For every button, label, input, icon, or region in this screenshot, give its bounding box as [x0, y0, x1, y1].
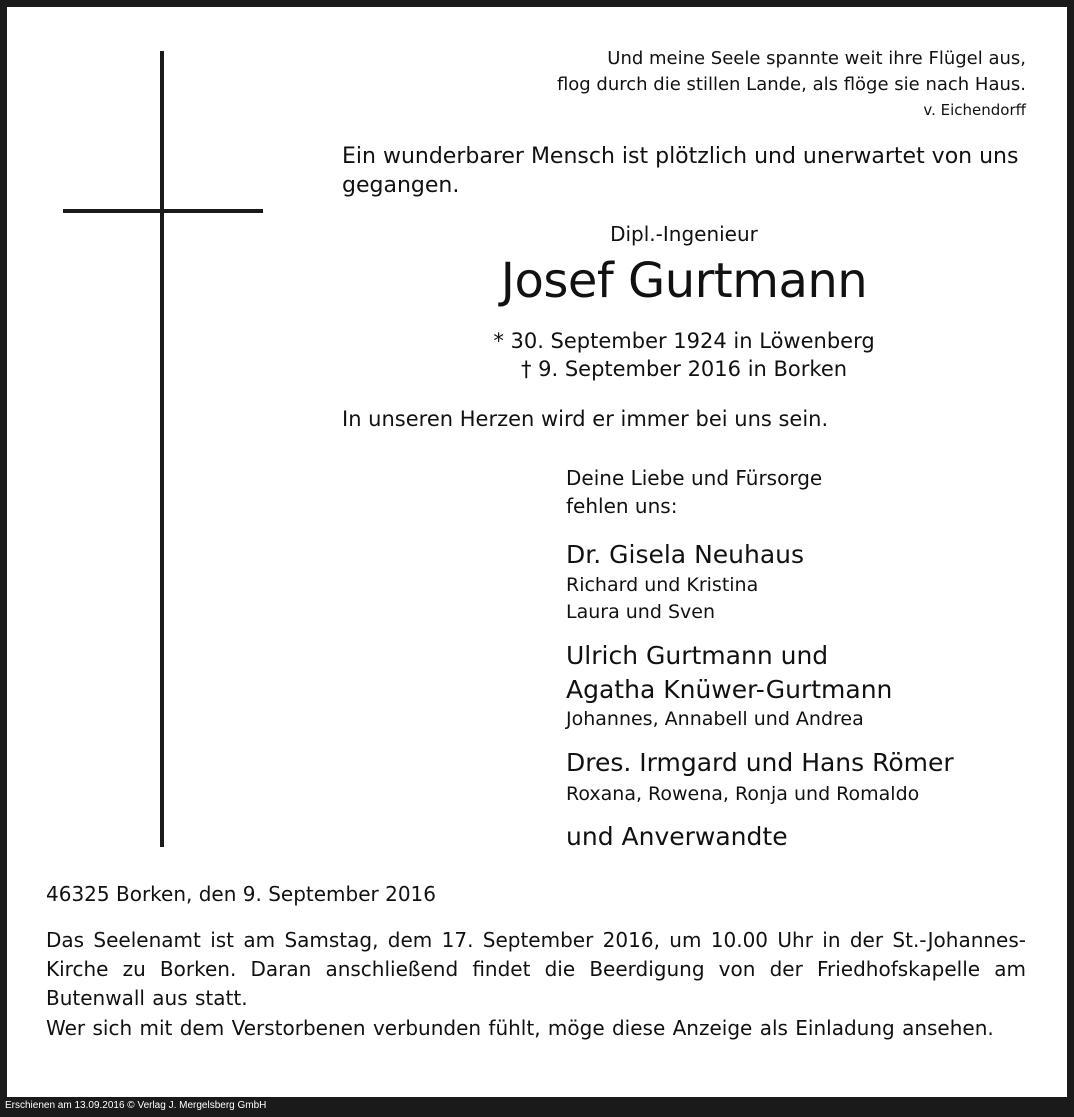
poem-line-1: Und meine Seele spannte weit ihre Flügel aus, [607, 48, 1026, 69]
family2-head-1: Ulrich Gurtmann und [566, 641, 829, 670]
cross-icon-crossbar [63, 209, 263, 213]
poem-line-2: flog durch die stillen Lande, als flöge sie nach Haus. [556, 74, 1026, 95]
family2-member-1: Johannes, Annabell und Andrea [566, 708, 864, 730]
invitation-text: Wer sich mit dem Verstorbenen verbunden fühlt, möge diese Anzeige als Einladung ansehen. [46, 1016, 994, 1040]
family3-head: Dres. Irmgard und Hans Römer [566, 748, 954, 777]
closing-line: und Anverwandte [566, 822, 788, 851]
deceased-title: Dipl.-Ingenieur [610, 222, 758, 246]
intro-text: Ein wunderbarer Mensch ist plötzlich und unerwartet von uns gegangen. [342, 144, 1019, 198]
birth-line: * 30. September 1924 in Löwenberg [493, 329, 875, 353]
family1-member-2: Laura und Sven [566, 601, 715, 623]
poem-author: v. Eichendorff [923, 101, 1026, 119]
mourners-intro-line-2: fehlen uns: [566, 494, 678, 518]
family1-member-1: Richard und Kristina [566, 574, 759, 596]
family1-head: Dr. Gisela Neuhaus [566, 540, 805, 569]
service-text: Das Seelenamt ist am Samstag, dem 17. September 2016, um 10.00 Uhr in der St.-Johannes-Kirche zu Borken. Daran anschließend findet die Beerdigung von der Friedhofskapelle am Butenwall aus statt. [46, 928, 1026, 1010]
mourners-intro-line-1: Deine Liebe und Fürsorge [566, 466, 823, 490]
deceased-name: Josef Gurtmann [500, 253, 868, 309]
cross-icon [160, 51, 164, 847]
heart-line: In unseren Herzen wird er immer bei uns sein. [342, 407, 829, 431]
footer-credit: Erschienen am 13.09.2016 © Verlag J. Mergelsberg GmbH [5, 1100, 267, 1111]
family2-head-2: Agatha Knüwer-Gurtmann [566, 675, 893, 704]
place-date: 46325 Borken, den 9. September 2016 [46, 882, 436, 906]
family3-member-1: Roxana, Rowena, Ronja und Romaldo [566, 783, 920, 805]
death-line: † 9. September 2016 in Borken [520, 357, 848, 381]
